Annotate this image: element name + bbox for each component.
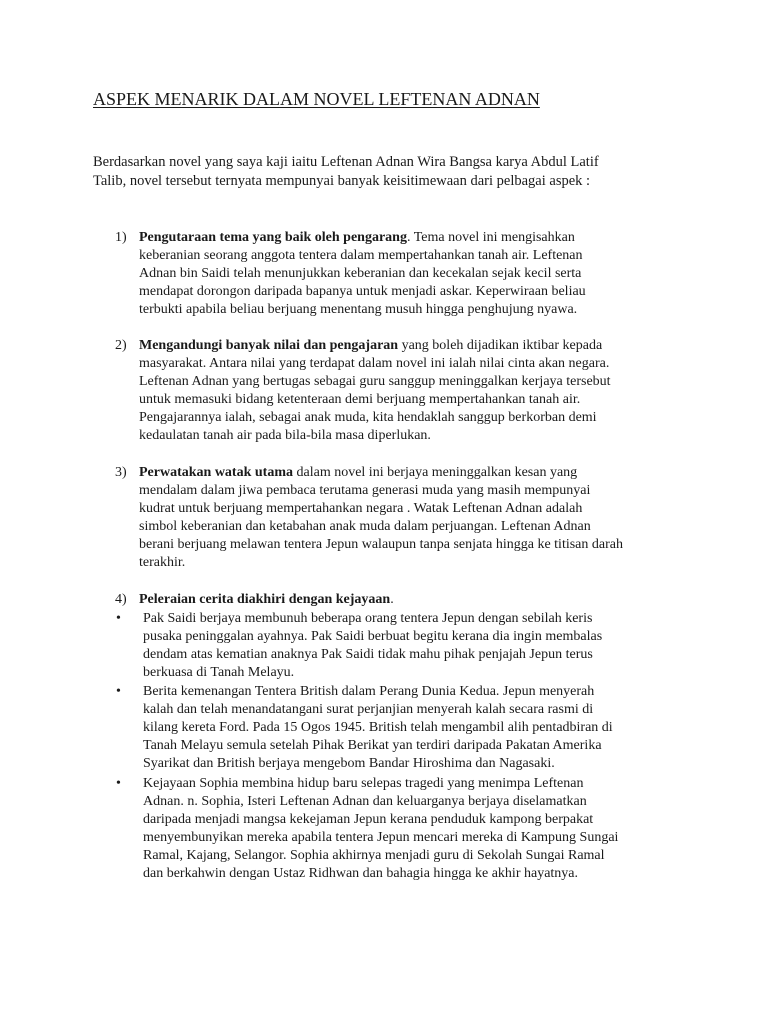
bullet-icon: • [116, 684, 121, 699]
list-item-line: kedaulatan tanah air pada bila-bila masa diperlukan. [139, 428, 431, 443]
list-item-text: yang boleh dijadikan iktibar kepada [398, 338, 603, 353]
document-title: ASPEK MENARIK DALAM NOVEL LEFTENAN ADNAN [93, 89, 540, 109]
list-item-line: masyarakat. Antara nilai yang terdapat dalam novel ini ialah nilai cinta akan negara. [139, 356, 610, 371]
bullet-line: pusaka peninggalan ayahnya. Pak Saidi berbuat begitu kerana dia ingin membalas [143, 629, 603, 644]
bullet-line: menyembunyikan mereka apabila tentera Jepun mencari mereka di Kampung Sungai [143, 830, 619, 845]
bullet-line: daripada menjadi mangsa kekejaman Jepun kerana penduduk kampong berpakat [143, 812, 594, 827]
intro-line: Berdasarkan novel yang saya kaji iaitu Leftenan Adnan Wira Bangsa karya Abdul Latif [93, 154, 599, 170]
list-item-heading: Perwatakan watak utama [139, 465, 293, 480]
bullet-line: Berita kemenangan Tentera British dalam Perang Dunia Kedua. Jepun menyerah [143, 684, 595, 699]
list-item-line: keberanian seorang anggota tentera dalam mempertahankan tanah air. Leftenan [139, 248, 583, 263]
list-item-heading: Mengandungi banyak nilai dan pengajaran [139, 338, 399, 353]
list-item-line: simbol keberanian dan ketabahan anak muda dalam perjuangan. Leftenan Adnan [139, 519, 591, 534]
list-item-line: terbukti apabila beliau berjuang menentang musuh hingga penghujung nyawa. [139, 302, 578, 317]
bullet-line: Pak Saidi berjaya membunuh beberapa orang tentera Jepun dengan sebilah keris [143, 611, 593, 626]
list-item-line: Leftenan Adnan yang bertugas sebagai guru sanggup meninggalkan kerjaya tersebut [139, 374, 611, 389]
list-item-line: Adnan bin Saidi telah menunjukkan keberanian dan kecekalan sejak kecil serta [139, 266, 582, 281]
list-item-first-line [139, 464, 699, 482]
list-item-line: Pengajarannya ialah, sebagai anak muda, kita hendaklah sanggup berkorban demi [139, 410, 597, 425]
bullet-line: Tanah Melayu semula setelah Pihak Berikat yan terdiri daripada Pakatan Amerika [143, 738, 602, 753]
list-item-heading: Peleraian cerita diakhiri dengan kejayaan [139, 592, 391, 607]
bullet-line: kalah dan telah menandatangani surat perjanjian menyerah kalah secara rasmi di [143, 702, 594, 717]
list-number: 4) [115, 592, 127, 607]
list-item-text: dalam novel ini berjaya meninggalkan kesan yang [293, 465, 578, 480]
list-item-line: berani berjuang melawan tentera Jepun walaupun tanpa senjata hingga ke titisan darah [139, 537, 623, 552]
list-item-line: terakhir. [139, 555, 186, 570]
list-item-content [139, 464, 699, 572]
bullet-line: Kejayaan Sophia membina hidup baru selepas tragedi yang menimpa Leftenan [143, 776, 584, 791]
list-item-line: untuk memasuki bidang ketenteraan demi berjuang mempertahankan tanah air. [139, 392, 581, 407]
bullet-content [143, 775, 703, 883]
list-item-line: kudrat untuk berjuang mempertahankan negara . Watak Leftenan Adnan adalah [139, 501, 583, 516]
bullet-line: dendam atas kematian anaknya Pak Saidi tidak mahu pihak penjajah Jepun terus [143, 647, 593, 662]
list-item-line: mendapat dorongon daripada bapanya untuk menjadi askar. Keperwiraan beliau [139, 284, 586, 299]
list-item-heading: Pengutaraan tema yang baik oleh pengarang [139, 230, 407, 245]
list-item-first-line [139, 337, 699, 355]
list-item-content [139, 591, 699, 609]
bullet-line: Syarikat dan British berjaya mengebom Bandar Hiroshima dan Nagasaki. [143, 756, 555, 771]
list-item-first-line [139, 229, 699, 247]
list-item-content [139, 229, 699, 319]
bullet-line: Adnan. n. Sophia, Isteri Leftenan Adnan dan keluarganya berjaya diselamatkan [143, 794, 587, 809]
list-item-text: . [390, 592, 394, 607]
list-number: 2) [115, 338, 127, 353]
list-number: 1) [115, 230, 127, 245]
bullet-icon: • [116, 611, 121, 626]
list-item-line: mendalam dalam jiwa pembaca terutama generasi muda yang masih mempunyai [139, 483, 591, 498]
bullet-line: kilang kereta Ford. Pada 15 Ogos 1945. British telah mengambil alih pentadbiran di [143, 720, 613, 735]
bullet-line: Ramal, Kajang, Selangor. Sophia akhirnya menjadi guru di Sekolah Sungai Ramal [143, 848, 605, 863]
bullet-icon: • [116, 776, 121, 791]
list-item-first-line [139, 591, 699, 609]
list-item-content [139, 337, 699, 445]
list-number: 3) [115, 465, 127, 480]
bullet-content [143, 683, 703, 773]
bullet-content [143, 610, 703, 682]
bullet-line: berkuasa di Tanah Melayu. [143, 665, 295, 680]
list-item-text: . Tema novel ini mengisahkan [406, 230, 575, 245]
intro-paragraph [93, 153, 673, 191]
intro-line: Talib, novel tersebut ternyata mempunyai banyak keisitimewaan dari pelbagai aspek : [93, 173, 591, 189]
bullet-line: dan berkahwin dengan Ustaz Ridhwan dan bahagia hingga ke akhir hayatnya. [143, 866, 579, 881]
